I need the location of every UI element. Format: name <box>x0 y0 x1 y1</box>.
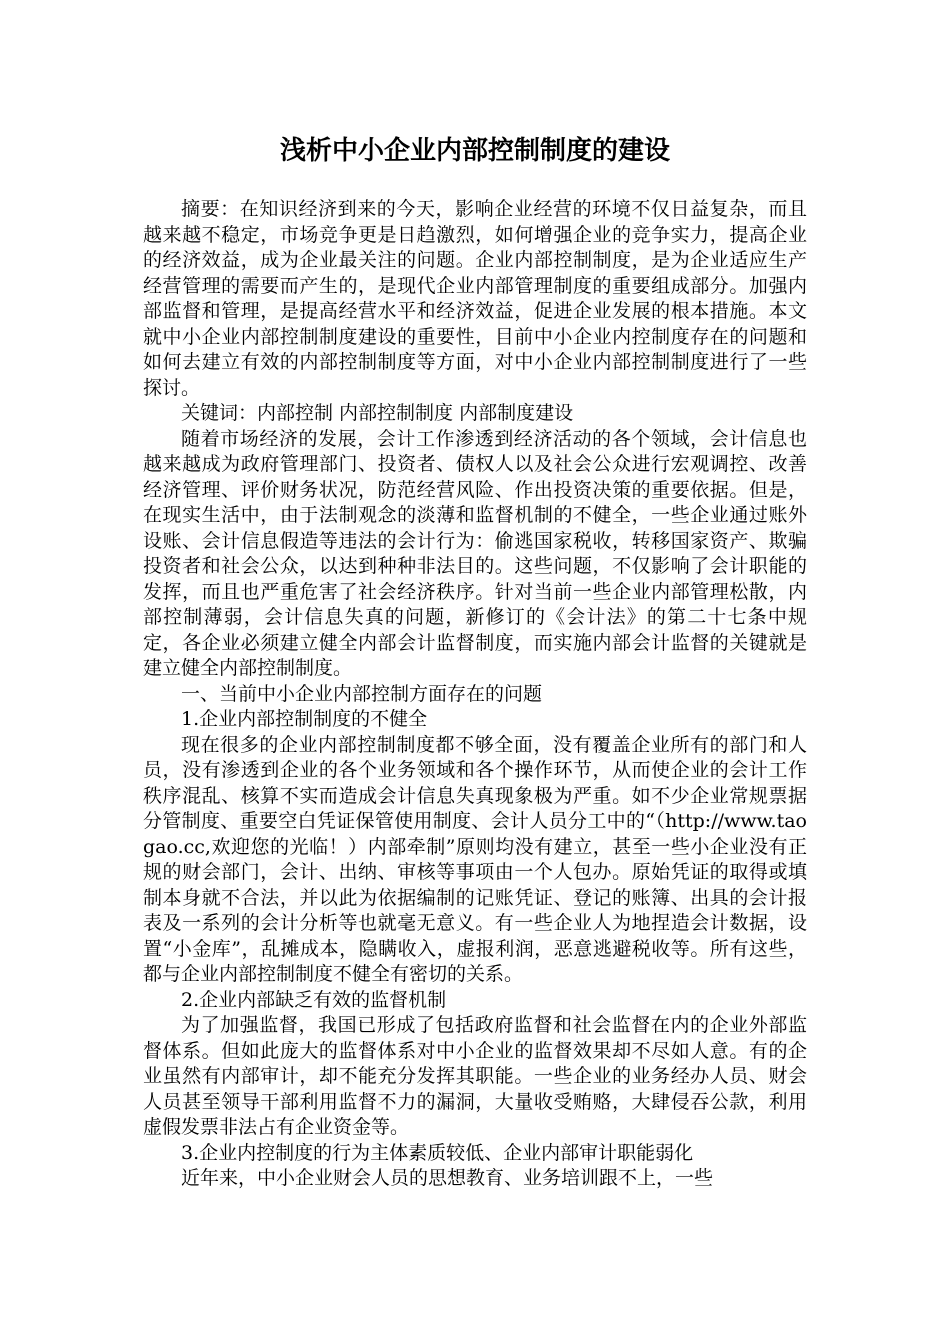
body-paragraph: 现在很多的企业内部控制制度都不够全面，没有覆盖企业所有的部门和人员，没有渗透到企业的各个业务领域和各个操作环节，从而使企业的会计工作秩序混乱、核算不实而造成会计信息失真现象极为严重。如不少企业常规票据分管制度、重要空白凭证保管使用制度、会计人员分工中的“（http://www.taogao.cc,欢迎您的光临！）内部牵制”原则均没有建立，甚至一些小企业没有正规的财会部门，会计、出纳、审核等事项由一个人包办。原始凭证的取得或填制本身就不合法，并以此为依据编制的记账凭证、登记的账簿、出具的会计报表及一系列的会计分析等也就毫无意义。有一些企业人为地捏造会计数据，设置“小金库”，乱摊成本，隐瞒收入，虚报利润，恶意逃避税收等。所有这些，都与企业内部控制制度不健全有密切的关系。 <box>143 733 807 985</box>
subsection-heading: 2.企业内部缺乏有效的监督机制 <box>181 988 447 1011</box>
body-paragraph: 为了加强监督，我国已形成了包括政府监督和社会监督在内的企业外部监督体系。但如此庞大的监督体系对中小企业的监督效果却不尽如人意。有的企业虽然有内部审计，却不能充分发挥其职能。一些企业的业务经办人员、财会人员甚至领导干部利用监督不力的漏洞，大量收受贿赂，大肆侵吞公款，利用虚假发票非法占有企业资金等。 <box>143 1014 807 1138</box>
document-title: 浅析中小企业内部控制制度的建设 <box>279 136 670 166</box>
keywords-paragraph: 关键词：内部控制 内部控制制度 内部制度建设 <box>181 402 574 424</box>
intro-paragraph: 随着市场经济的发展，会计工作渗透到经济活动的各个领域，会计信息也越来越成为政府管理部门、投资者、债权人以及社会公众进行宏观调控、改善经济管理、评价财务状况，防范经营风险、作出投资决策的重要依据。但是，在现实生活中，由于法制观念的淡薄和监督机制的不健全，一些企业通过账外设账、会计信息假造等违法的会计行为：偷逃国家税收，转移国家资产、欺骗投资者和社会公众，以达到种种非法目的。这些问题，不仅影响了会计职能的发挥，而且也严重危害了社会经济秩序。针对当前一些企业内部管理松散，内部控制薄弱，会计信息失真的问题，新修订的《会计法》的第二十七条中规定，各企业必须建立健全内部会计监督制度，而实施内部会计监督的关键就是建立健全内部控制制度。 <box>143 427 807 679</box>
subsection-heading: 3.企业内控制度的行为主体素质较低、企业内部审计职能弱化 <box>181 1141 694 1164</box>
body-paragraph: 近年来，中小企业财会人员的思想教育、业务培训跟不上，一些 <box>181 1167 714 1189</box>
abstract-paragraph: 摘要：在知识经济到来的今天，影响企业经营的环境不仅日益复杂，而且越来越不稳定，市场竞争更是日趋激烈，如何增强企业的竞争实力，提高企业的经济效益，成为企业最关注的问题。企业内部控制制度，是为企业适应生产经营管理的需要而产生的，是现代企业内部管理制度的重要组成部分。加强内部监督和管理，是提高经营水平和经济效益，促进企业发展的根本措施。本文就中小企业内部控制制度建设的重要性，目前中小企业内控制度存在的问题和如何去建立有效的内部控制制度等方面，对中小企业内部控制制度进行了一些探讨。 <box>143 198 807 399</box>
document-body <box>143 197 807 1192</box>
section-heading: 一、当前中小企业内部控制方面存在的问题 <box>181 682 543 705</box>
subsection-heading: 1.企业内部控制制度的不健全 <box>181 708 428 730</box>
